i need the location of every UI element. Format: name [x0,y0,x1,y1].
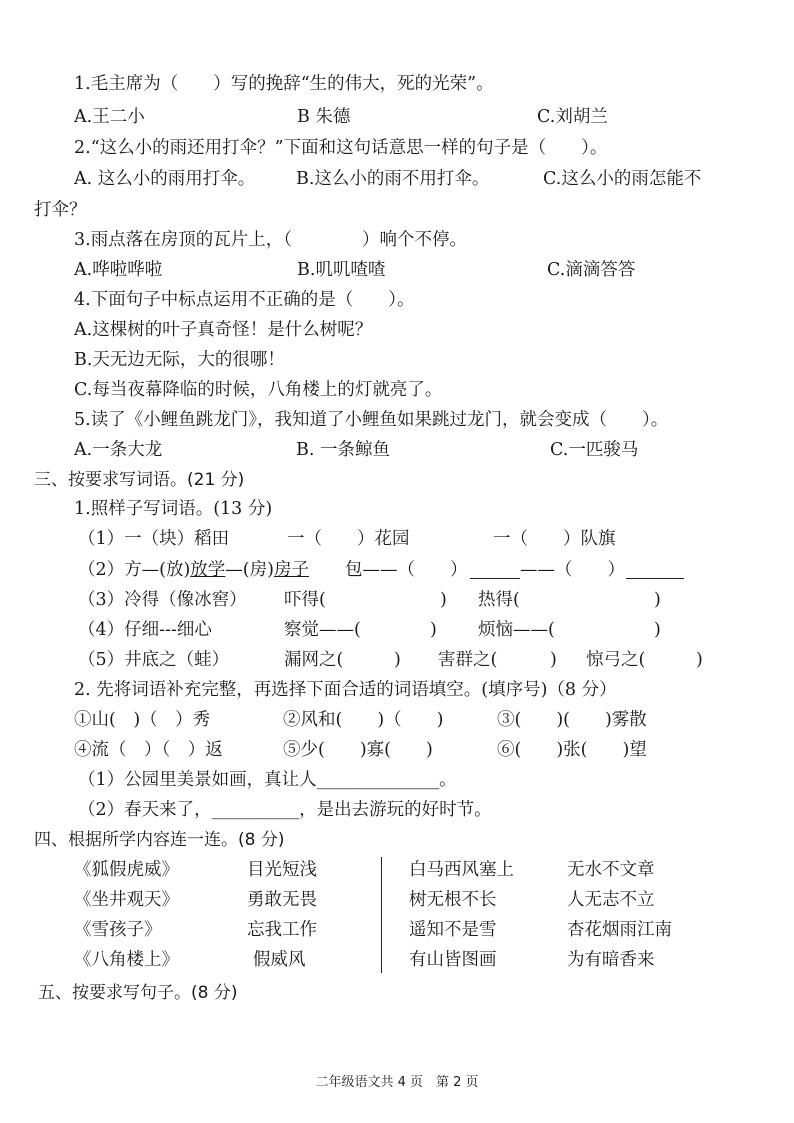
option-c: C.滴滴答答 [547,260,636,280]
match-item[interactable]: 为有暗香来 [567,950,655,970]
option-a: A.哗啦哗啦 [74,260,163,280]
blank-line[interactable] [626,578,684,579]
option-a: A. 这么小的雨用打伞。 [74,169,256,189]
option-b: B.叽叽喳喳 [297,260,386,280]
option-b: B 朱德 [297,107,351,127]
match-item[interactable]: 人无志不立 [567,890,655,910]
option-c: C.一匹骏马 [550,440,639,460]
column-divider [381,857,382,973]
page-footer: 二年级语文共 4 页 第 2 页 [315,1075,479,1090]
match-item[interactable]: 忘我工作 [247,920,317,940]
option-a: A.一条大龙 [74,440,163,460]
blank-line[interactable] [470,578,520,579]
match-item[interactable]: 勇敢无畏 [247,890,317,910]
match-item[interactable]: 《狐假虎威》 [74,860,179,880]
underlined-word: 房子 [273,560,309,580]
match-item[interactable]: 有山皆图画 [409,950,497,970]
match-item[interactable]: 白马西风塞上 [409,860,514,880]
match-item[interactable]: 《雪孩子》 [74,920,162,940]
option-c: C.刘胡兰 [537,107,608,127]
option-b: B.这么小的雨不用打伞。 [296,169,490,189]
option-a: A.王二小 [74,107,145,127]
match-item[interactable]: 树无根不长 [409,890,497,910]
match-item[interactable]: 目光短浅 [247,860,317,880]
option-b: B. 一条鲸鱼 [296,440,390,460]
match-item[interactable]: 遥知不是雪 [409,920,497,940]
match-item[interactable]: 《坐井观天》 [74,890,179,910]
match-item[interactable]: 假威风 [253,950,306,970]
match-item[interactable]: 杏花烟雨江南 [567,920,672,940]
match-item[interactable]: 无水不文章 [567,860,655,880]
match-item[interactable]: 《八角楼上》 [74,950,179,970]
option-c: C.这么小的雨怎能不 [543,169,702,189]
underlined-word: 放学 [190,560,226,580]
